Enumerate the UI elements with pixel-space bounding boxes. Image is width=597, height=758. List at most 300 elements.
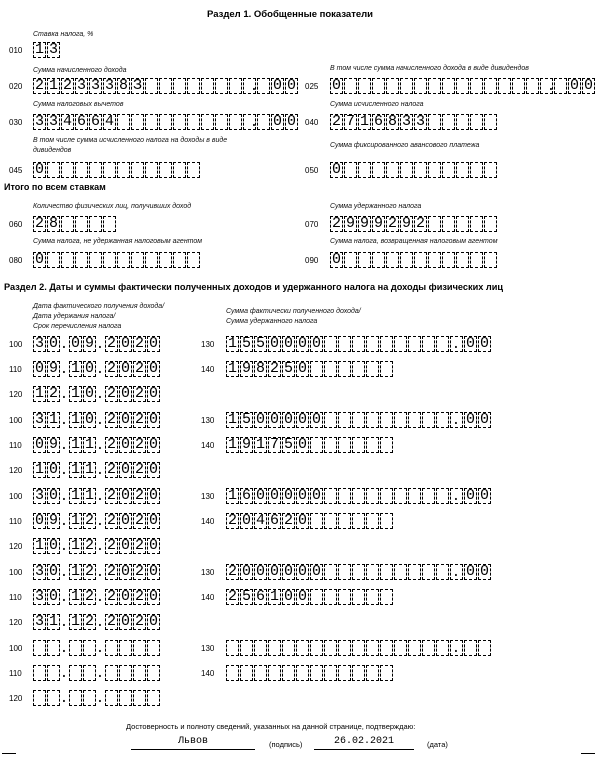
char-cell: 0 [479, 563, 489, 580]
transfer-deadline-field[interactable] [33, 386, 61, 402]
dividend-tax-field[interactable] [33, 162, 201, 178]
decimal-point: . [249, 79, 259, 95]
char-cell: 9 [345, 215, 355, 232]
persons-count-label: Количество физических лиц, получивших доход [33, 203, 192, 210]
char-cell: 2 [84, 537, 94, 554]
code-130: 130 [201, 568, 215, 577]
char-cell [47, 162, 60, 178]
date-separator: . [95, 615, 105, 631]
date-separator: . [59, 413, 69, 429]
section-1-title: Раздел 1. Обобщенные показатели [207, 9, 374, 20]
char-cell: 0 [286, 77, 296, 94]
char-cell [69, 665, 82, 681]
withholding-date-field[interactable] [105, 665, 161, 681]
char-cell [338, 589, 351, 605]
transfer-deadline-field[interactable] [105, 462, 161, 478]
char-cell [422, 412, 435, 428]
char-cell [422, 564, 435, 580]
char-cell: 0 [148, 461, 158, 478]
withheld-amount-field[interactable] [226, 589, 394, 605]
decimal-point: . [451, 413, 461, 429]
char-cell: 0 [311, 487, 321, 504]
char-cell: 1 [227, 487, 237, 504]
char-cell: 8 [118, 77, 128, 94]
char-cell [310, 361, 323, 377]
transfer-deadline-field[interactable] [33, 690, 61, 706]
char-cell [484, 252, 497, 268]
char-cell: 0 [331, 161, 341, 178]
char-cell [268, 640, 281, 656]
char-cell [400, 162, 413, 178]
char-cell [75, 162, 88, 178]
accrued-income-kop-field[interactable] [271, 78, 299, 94]
char-cell [338, 564, 351, 580]
char-cell [103, 162, 116, 178]
char-cell: 0 [479, 487, 489, 504]
s2-right-label-1: Сумма фактически полученного дохода/ [226, 308, 361, 315]
char-cell [442, 162, 455, 178]
char-cell [338, 412, 351, 428]
char-cell: 2 [34, 77, 44, 94]
income-date-field[interactable] [105, 336, 161, 352]
char-cell: 2 [106, 563, 116, 580]
char-cell [380, 336, 393, 352]
char-cell: 0 [148, 385, 158, 402]
char-cell: 0 [84, 411, 94, 428]
char-cell [380, 488, 393, 504]
char-cell [358, 252, 371, 268]
withheld-amount-field[interactable] [226, 513, 394, 529]
char-cell: 0 [120, 385, 130, 402]
income-amount-kop-field[interactable] [464, 640, 492, 656]
transfer-deadline-field[interactable] [33, 614, 61, 630]
char-cell [240, 640, 253, 656]
tax-deductions-field[interactable] [33, 114, 285, 130]
char-cell [254, 640, 267, 656]
char-cell [133, 665, 146, 681]
char-cell: 0 [148, 563, 158, 580]
withholding-date-field[interactable] [33, 589, 61, 605]
withholding-date-field[interactable] [33, 361, 61, 377]
char-cell [173, 78, 186, 94]
char-cell: 9 [241, 436, 251, 453]
char-cell [400, 252, 413, 268]
char-cell: 0 [148, 537, 158, 554]
char-cell: 2 [106, 537, 116, 554]
decimal-point: . [451, 641, 461, 657]
decimal-point: . [451, 489, 461, 505]
char-cell: 1 [269, 588, 279, 605]
date-separator: . [95, 641, 105, 657]
withholding-date-field[interactable] [69, 437, 97, 453]
char-cell [436, 336, 449, 352]
char-cell: 0 [120, 411, 130, 428]
char-cell: 3 [48, 113, 58, 130]
code-100: 100 [9, 340, 23, 349]
char-cell: 0 [465, 335, 475, 352]
date-separator: . [59, 362, 69, 378]
withheld-amount-field[interactable] [226, 437, 394, 453]
char-cell [117, 252, 130, 268]
char-cell: 1 [227, 360, 237, 377]
char-cell: 0 [286, 113, 296, 130]
char-cell: 0 [269, 335, 279, 352]
income-date-field[interactable] [105, 488, 161, 504]
transfer-deadline-field[interactable] [69, 614, 97, 630]
char-cell [456, 252, 469, 268]
char-cell: 0 [297, 436, 307, 453]
char-cell: 1 [70, 411, 80, 428]
char-cell: 1 [70, 613, 80, 630]
dividend-income-field[interactable] [330, 78, 582, 94]
char-cell: 1 [84, 461, 94, 478]
char-cell: 0 [48, 588, 58, 605]
income-date-field[interactable] [105, 564, 161, 580]
char-cell [394, 336, 407, 352]
char-cell [324, 412, 337, 428]
not-withheld-tax-label: Сумма налога, не удержанная налоговым агентом [33, 238, 203, 245]
char-cell [344, 78, 357, 94]
confirm-statement: Достоверность и полноту сведений, указанных на данной странице, подтверждаю: [126, 722, 416, 731]
transfer-deadline-field[interactable] [69, 386, 97, 402]
char-cell: 3 [34, 113, 44, 130]
char-cell [310, 640, 323, 656]
char-cell: 0 [479, 411, 489, 428]
char-cell: 0 [148, 436, 158, 453]
char-cell [352, 488, 365, 504]
tax-rate-label: Ставка налога, % [33, 31, 94, 38]
calculated-tax-field[interactable] [330, 114, 498, 130]
income-date-field[interactable] [33, 336, 61, 352]
char-cell [498, 78, 511, 94]
char-cell: 2 [106, 436, 116, 453]
char-cell [33, 640, 46, 656]
char-cell [105, 690, 118, 706]
transfer-deadline-field[interactable] [105, 538, 161, 554]
char-cell [456, 78, 469, 94]
income-amount-kop-field[interactable] [464, 412, 492, 428]
char-cell: 2 [106, 411, 116, 428]
char-cell [352, 640, 365, 656]
char-cell [394, 488, 407, 504]
income-amount-kop-field[interactable] [464, 336, 492, 352]
char-cell [352, 361, 365, 377]
char-cell: 0 [283, 588, 293, 605]
char-cell: 5 [283, 436, 293, 453]
char-cell [310, 665, 323, 681]
char-cell: 0 [120, 436, 130, 453]
char-cell [215, 114, 228, 130]
date-separator: . [59, 641, 69, 657]
char-cell: 0 [241, 563, 251, 580]
char-cell [47, 252, 60, 268]
code-110: 110 [9, 669, 22, 678]
char-cell: 2 [227, 588, 237, 605]
char-cell [408, 412, 421, 428]
char-cell [296, 665, 309, 681]
code-120: 120 [9, 390, 23, 399]
withholding-date-field[interactable] [69, 589, 97, 605]
char-cell: 0 [255, 411, 265, 428]
char-cell [187, 78, 200, 94]
char-cell: 9 [48, 436, 58, 453]
income-amount-kop-field[interactable] [464, 488, 492, 504]
char-cell: 8 [387, 113, 397, 130]
code-100: 100 [9, 492, 23, 501]
char-cell: 0 [120, 461, 130, 478]
date-field[interactable]: 26.02.2021 [314, 736, 414, 750]
withheld-amount-field[interactable] [226, 665, 394, 681]
income-date-field[interactable] [33, 564, 61, 580]
char-cell: 1 [84, 487, 94, 504]
transfer-deadline-field[interactable] [105, 386, 161, 402]
char-cell [428, 216, 441, 232]
char-cell: 2 [48, 385, 58, 402]
code-050: 050 [305, 166, 319, 175]
not-withheld-tax-field[interactable] [33, 252, 201, 268]
char-cell [408, 564, 421, 580]
char-cell [69, 690, 82, 706]
income-date-field[interactable] [33, 640, 61, 656]
char-cell: 2 [283, 512, 293, 529]
char-cell: 3 [34, 487, 44, 504]
char-cell [159, 162, 172, 178]
dividend-income-kop-field[interactable] [568, 78, 596, 94]
char-cell [456, 114, 469, 130]
char-cell: 5 [241, 588, 251, 605]
char-cell [89, 252, 102, 268]
date-separator: . [95, 539, 105, 555]
transfer-deadline-field[interactable] [105, 690, 161, 706]
withholding-date-field[interactable] [69, 665, 97, 681]
char-cell [422, 336, 435, 352]
char-cell: 4 [62, 113, 72, 130]
char-cell [117, 162, 130, 178]
char-cell: 1 [34, 41, 44, 58]
withholding-date-field[interactable] [33, 665, 61, 681]
char-cell: 2 [134, 537, 144, 554]
char-cell [131, 162, 144, 178]
income-date-field[interactable] [69, 336, 97, 352]
char-cell [526, 78, 539, 94]
char-cell: 3 [401, 113, 411, 130]
char-cell [310, 589, 323, 605]
transfer-deadline-field[interactable] [69, 538, 97, 554]
char-cell [428, 162, 441, 178]
income-date-field[interactable] [69, 488, 97, 504]
date-separator: . [95, 590, 105, 606]
signature-field[interactable]: Львов [131, 736, 255, 750]
date-separator: . [95, 413, 105, 429]
transfer-deadline-field[interactable] [69, 462, 97, 478]
char-cell: 0 [331, 251, 341, 268]
char-cell [254, 665, 267, 681]
income-amount-field[interactable] [226, 336, 478, 352]
income-amount-field[interactable] [226, 488, 478, 504]
char-cell: 7 [269, 436, 279, 453]
char-cell [484, 78, 497, 94]
char-cell [478, 640, 491, 656]
char-cell: 0 [255, 563, 265, 580]
char-cell: 1 [227, 335, 237, 352]
income-date-field[interactable] [105, 412, 161, 428]
tax-rate-field[interactable] [33, 42, 61, 58]
income-date-field[interactable] [105, 640, 161, 656]
char-cell [338, 513, 351, 529]
withholding-date-field[interactable] [69, 513, 97, 529]
date-separator: . [59, 387, 69, 403]
income-amount-field[interactable] [226, 564, 478, 580]
income-amount-field[interactable] [226, 412, 478, 428]
char-cell: 3 [34, 588, 44, 605]
char-cell [380, 513, 393, 529]
char-cell: 0 [311, 563, 321, 580]
char-cell: 3 [90, 77, 100, 94]
code-030: 030 [9, 118, 23, 127]
char-cell: З [132, 77, 142, 94]
char-cell: 1 [34, 385, 44, 402]
income-amount-field[interactable] [226, 640, 478, 656]
char-cell [436, 640, 449, 656]
code-130: 130 [201, 416, 215, 425]
code-120: 120 [9, 618, 23, 627]
char-cell [324, 665, 337, 681]
date-separator: . [59, 337, 69, 353]
decimal-point: . [451, 565, 461, 581]
withholding-date-field[interactable] [105, 437, 161, 453]
char-cell [386, 78, 399, 94]
char-cell [358, 78, 371, 94]
withholding-date-field[interactable] [33, 513, 61, 529]
persons-count-field[interactable] [33, 216, 117, 232]
char-cell: 0 [48, 537, 58, 554]
income-date-field[interactable] [69, 564, 97, 580]
char-cell [145, 162, 158, 178]
withholding-date-field[interactable] [105, 513, 161, 529]
code-070: 070 [305, 220, 319, 229]
date-separator: . [95, 565, 105, 581]
income-date-field[interactable] [69, 640, 97, 656]
char-cell [103, 216, 116, 232]
char-cell [229, 114, 242, 130]
char-cell [338, 488, 351, 504]
char-cell [226, 640, 239, 656]
char-cell: 2 [62, 77, 72, 94]
char-cell [372, 162, 385, 178]
withheld-tax-field[interactable] [330, 216, 498, 232]
char-cell: 1 [48, 411, 58, 428]
char-cell: 0 [148, 411, 158, 428]
withheld-amount-field[interactable] [226, 361, 394, 377]
char-cell: 0 [283, 487, 293, 504]
char-cell [324, 488, 337, 504]
char-cell: 2 [269, 360, 279, 377]
char-cell: 5 [241, 335, 251, 352]
withholding-date-field[interactable] [69, 361, 97, 377]
char-cell [324, 437, 337, 453]
char-cell [105, 665, 118, 681]
char-cell [145, 114, 158, 130]
char-cell: 0 [272, 77, 282, 94]
char-cell: 0 [34, 512, 44, 529]
char-cell: 2 [134, 461, 144, 478]
char-cell: 0 [148, 487, 158, 504]
returned-tax-label: Сумма налога, возвращенная налоговым агентом [330, 238, 498, 245]
char-cell: 0 [120, 537, 130, 554]
char-cell: 1 [359, 113, 369, 130]
char-cell: 0 [84, 385, 94, 402]
char-cell [422, 640, 435, 656]
transfer-deadline-field[interactable] [33, 462, 61, 478]
income-date-field[interactable] [69, 412, 97, 428]
char-cell [282, 665, 295, 681]
income-amount-kop-field[interactable] [464, 564, 492, 580]
char-cell: 2 [134, 512, 144, 529]
char-cell: 5 [255, 335, 265, 352]
char-cell: 2 [415, 215, 425, 232]
char-cell: 3 [104, 77, 114, 94]
date-separator: . [59, 489, 69, 505]
char-cell [201, 114, 214, 130]
char-cell [470, 114, 483, 130]
transfer-deadline-field[interactable] [105, 614, 161, 630]
total-all-rates-title: Итого по всем ставкам [4, 182, 106, 192]
transfer-deadline-field[interactable] [33, 538, 61, 554]
char-cell [352, 589, 365, 605]
char-cell: 2 [106, 335, 116, 352]
returned-tax-field[interactable] [330, 252, 498, 268]
code-010: 010 [9, 46, 23, 55]
date-separator: . [59, 463, 69, 479]
char-cell: 7 [345, 113, 355, 130]
char-cell: 0 [148, 335, 158, 352]
char-cell [352, 412, 365, 428]
char-cell [408, 488, 421, 504]
char-cell: 0 [120, 335, 130, 352]
transfer-deadline-field[interactable] [69, 690, 97, 706]
char-cell: 2 [106, 512, 116, 529]
date-separator: . [95, 337, 105, 353]
char-cell [103, 252, 116, 268]
income-date-field[interactable] [33, 488, 61, 504]
accrued-income-field[interactable] [33, 78, 285, 94]
calculated-tax-label: Сумма исчисленного налога [330, 101, 424, 108]
withholding-date-field[interactable] [33, 437, 61, 453]
income-date-field[interactable] [33, 412, 61, 428]
char-cell [470, 216, 483, 232]
char-cell: 8 [48, 215, 58, 232]
char-cell: 0 [311, 411, 321, 428]
fixed-advance-field[interactable] [330, 162, 498, 178]
char-cell: 0 [465, 411, 475, 428]
char-cell [470, 252, 483, 268]
s2-left-label-2: Дата удержания налога/ [33, 313, 116, 320]
tax-deductions-kop-field[interactable] [271, 114, 299, 130]
code-110: 110 [9, 441, 22, 450]
char-cell: 9 [84, 335, 94, 352]
char-cell [338, 336, 351, 352]
char-cell: 0 [297, 512, 307, 529]
char-cell [372, 252, 385, 268]
date-separator: . [95, 463, 105, 479]
char-cell [422, 488, 435, 504]
char-cell [386, 162, 399, 178]
char-cell: 6 [241, 487, 251, 504]
decimal-point: . [249, 115, 259, 131]
code-100: 100 [9, 644, 23, 653]
withholding-date-field[interactable] [105, 361, 161, 377]
withholding-date-field[interactable] [105, 589, 161, 605]
